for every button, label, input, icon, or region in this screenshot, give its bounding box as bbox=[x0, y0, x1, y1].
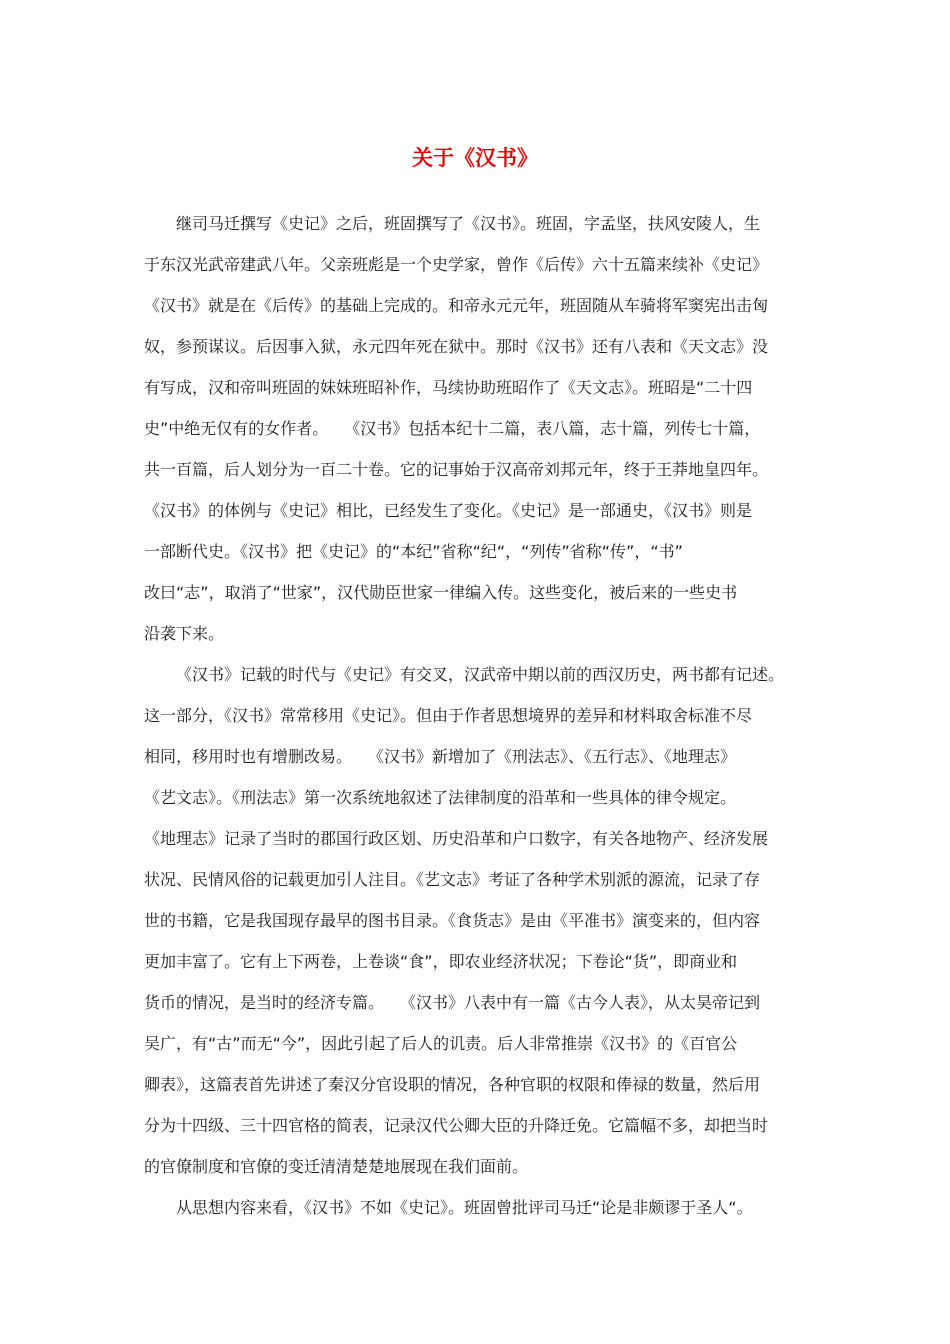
text-line: 沿袭下来。 bbox=[144, 624, 225, 643]
text-line: 《地理志》记录了当时的郡国行政区划、历史沿革和户口数字，有关各地物产、经济发展 bbox=[144, 829, 769, 848]
text-line: 于东汉光武帝建武八年。父亲班彪是一个史学家，曾作《后传》六十五篇来续补《史记》 bbox=[144, 255, 769, 274]
text-line: 继司马迁撰写《史记》之后，班固撰写了《汉书》。班固，字孟坚，扶风安陵人，生 bbox=[176, 214, 761, 233]
text-line: 货币的情况，是当时的经济专篇。 《汉书》八表中有一篇《古今人表》，从太昊帝记到 bbox=[144, 993, 761, 1012]
text-line: 卿表》，这篇表首先讲述了秦汉分官设职的情况，各种官职的权限和俸禄的数量，然后用 bbox=[144, 1075, 761, 1094]
text-line: 更加丰富了。它有上下两卷，上卷谈“食”，即农业经济状况；下卷论“货”，即商业和 bbox=[144, 952, 738, 971]
text-line: 从思想内容来看，《汉书》不如《史记》。班固曾批评司马迁“论是非颇谬于圣人“。 bbox=[176, 1198, 753, 1217]
text-line: 状况、民情风俗的记载更加引人注目。《艺文志》考证了各种学术别派的源流，记录了存 bbox=[144, 870, 761, 889]
text-line: 有写成，汉和帝叫班固的妹妹班昭补作，马续协助班昭作了《天文志》。班昭是“二十四 bbox=[144, 378, 753, 397]
text-line: 共一百篇，后人划分为一百二十卷。它的记事始于汉高帝刘邦元年，终于王莽地皇四年。 bbox=[144, 460, 769, 479]
text-line: 奴，参预谋议。后因事入狱，永元四年死在狱中。那时《汉书》还有八表和《天文志》没 bbox=[144, 337, 769, 356]
text-line: 吴广，有“古”而无“今”，因此引起了后人的讥责。后人非常推崇《汉书》的《百官公 bbox=[144, 1034, 738, 1053]
text-line: 《汉书》记载的时代与《史记》有交叉，汉武帝中期以前的西汉历史，两书都有记述。 bbox=[176, 665, 785, 684]
document-title: 关于《汉书》 bbox=[412, 146, 538, 170]
text-line: 这一部分，《汉书》常常移用《史记》。但由于作者思想境界的差异和材料取舍标准不尽 bbox=[144, 706, 753, 725]
text-line: 《汉书》的体例与《史记》相比，已经发生了变化。《史记》是一部通史，《汉书》则是 bbox=[144, 501, 753, 520]
document-body bbox=[144, 203, 812, 1228]
text-line: 史”中绝无仅有的女作者。 《汉书》包括本纪十二篇，表八篇，志十篇，列传七十篇， bbox=[144, 419, 761, 438]
text-line: 一部断代史。《汉书》把《史记》的“本纪”省称“纪“，“列传”省称“传”，“书” bbox=[144, 542, 683, 561]
text-line: 《汉书》就是在《后传》的基础上完成的。和帝永元元年，班固随从车骑将军窦宪出击匈 bbox=[144, 296, 769, 315]
text-line: 改曰“志”，取消了“世家”，汉代勋臣世家一律编入传。这些变化，被后来的一些史书 bbox=[144, 583, 738, 602]
text-line: 分为十四级、三十四官格的简表，记录汉代公卿大臣的升降迁免。它篇幅不多，却把当时 bbox=[144, 1116, 769, 1135]
text-line: 《艺文志》。《刑法志》第一次系统地叙述了法律制度的沿革和一些具体的律令规定。 bbox=[144, 788, 737, 807]
text-line: 世的书籍，它是我国现存最早的图书目录。《食货志》是由《平准书》演变来的，但内容 bbox=[144, 911, 761, 930]
text-line: 相同，移用时也有增删改易。 《汉书》新增加了《刑法志》、《五行志》、《地理志》 bbox=[144, 747, 737, 766]
text-line: 的官僚制度和官僚的变迁清清楚楚地展现在我们面前。 bbox=[144, 1157, 529, 1176]
